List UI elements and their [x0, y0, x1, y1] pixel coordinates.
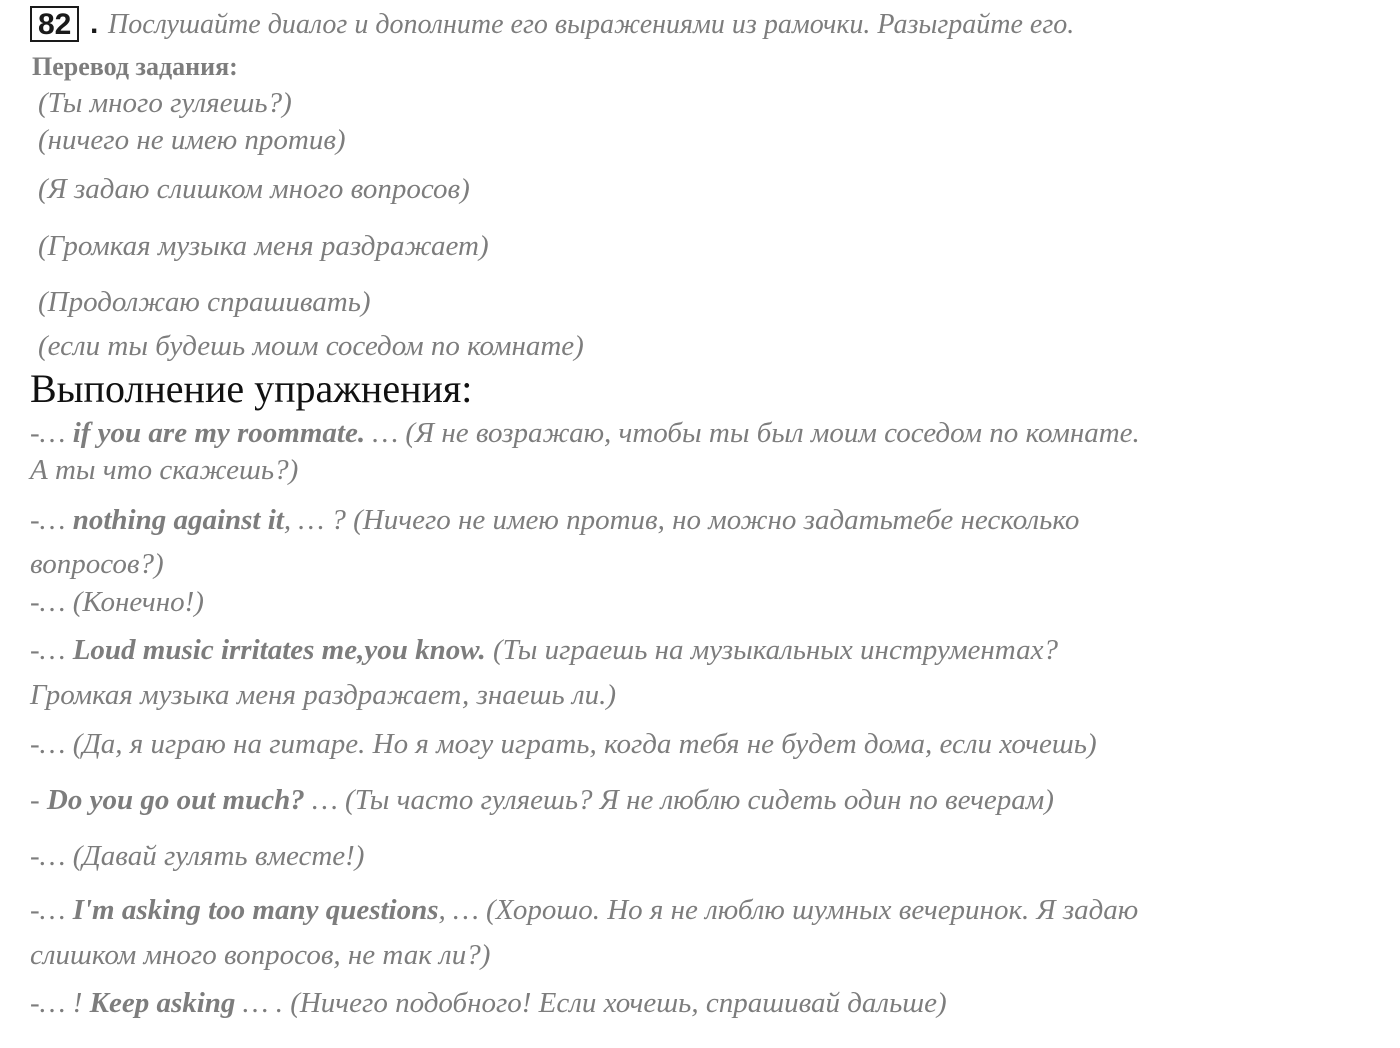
translation-heading: Перевод задания:: [32, 52, 238, 81]
dialog-english: nothing against it: [72, 504, 284, 536]
dialog-translation: … (Ты часто гуляешь? Я не люблю сидеть один по вечерам): [304, 784, 1054, 816]
dialog-line: [30, 584, 204, 620]
exercise-number-dot: .: [90, 7, 99, 40]
dialog-line: [30, 985, 947, 1021]
dialog-line: [30, 502, 1079, 538]
dialog-prefix: -…: [30, 728, 73, 760]
dialog-prefix: -…: [30, 586, 73, 618]
dialog-prefix: -… !: [30, 987, 90, 1019]
dialog-line: [30, 937, 490, 973]
dialog-line: [30, 452, 298, 488]
dialog-line: [30, 782, 1054, 818]
translation-line: (Громкая музыка меня раздражает): [38, 230, 489, 262]
solution-heading: Выполнение упражнения:: [30, 366, 473, 411]
exercise-number: 82: [30, 6, 79, 42]
translation-line: (Ты много гуляешь?): [38, 87, 292, 119]
dialog-prefix: -…: [30, 417, 73, 449]
dialog-translation: … . (Ничего подобного! Если хочешь, спрашивай дальше): [235, 987, 947, 1019]
dialog-english: I'm asking too many questions: [72, 894, 439, 926]
dialog-prefix: -…: [30, 504, 73, 536]
dialog-translation: слишком много вопросов, не так ли?): [30, 939, 491, 971]
dialog-prefix: -…: [30, 840, 73, 872]
dialog-line: [30, 632, 1058, 668]
dialog-line: [30, 838, 364, 874]
dialog-prefix: -…: [30, 894, 73, 926]
dialog-translation: (Конечно!): [72, 586, 204, 618]
dialog-english: Keep asking: [89, 987, 236, 1019]
dialog-line: [30, 415, 1140, 451]
translation-line: (ничего не имею против): [38, 124, 346, 156]
dialog-prefix: -…: [30, 634, 73, 666]
dialog-prefix: -: [30, 784, 47, 816]
translation-line: (если ты будешь моим соседом по комнате): [38, 330, 584, 362]
dialog-translation: (Да, я играю на гитаре. Но я могу играть, когда тебя не будет дома, если хочешь): [72, 728, 1097, 760]
dialog-line: [30, 546, 164, 582]
dialog-translation: (Ты играешь на музыкальных инструментах?: [485, 634, 1058, 666]
dialog-translation: Громкая музыка меня раздражает, знаешь ли.): [30, 679, 617, 711]
dialog-line: [30, 677, 616, 713]
dialog-translation: , … (Хорошо. Но я не люблю шумных вечеринок. Я задаю: [438, 894, 1139, 926]
translation-line: (Продолжаю спрашивать): [38, 286, 371, 318]
dialog-translation: А ты что скажешь?): [30, 454, 299, 486]
dialog-line: [30, 726, 1097, 762]
dialog-english: Do you go out much?: [46, 784, 305, 816]
dialog-english: Loud music irritates me,you know.: [72, 634, 486, 666]
exercise-instruction: Послушайте диалог и дополните его выражениями из рамочки. Разыграйте его.: [108, 9, 1075, 40]
dialog-translation: (Давай гулять вместе!): [72, 840, 365, 872]
dialog-line: [30, 892, 1138, 928]
dialog-translation: , … ? (Ничего не имею против, но можно задатьтебе несколько: [283, 504, 1080, 536]
translation-line: (Я задаю слишком много вопросов): [38, 173, 470, 205]
dialog-translation: … (Я не возражаю, чтобы ты был моим соседом по комнате.: [365, 417, 1140, 449]
dialog-translation: вопросов?): [30, 548, 164, 580]
dialog-english: if you are my roommate.: [72, 417, 366, 449]
